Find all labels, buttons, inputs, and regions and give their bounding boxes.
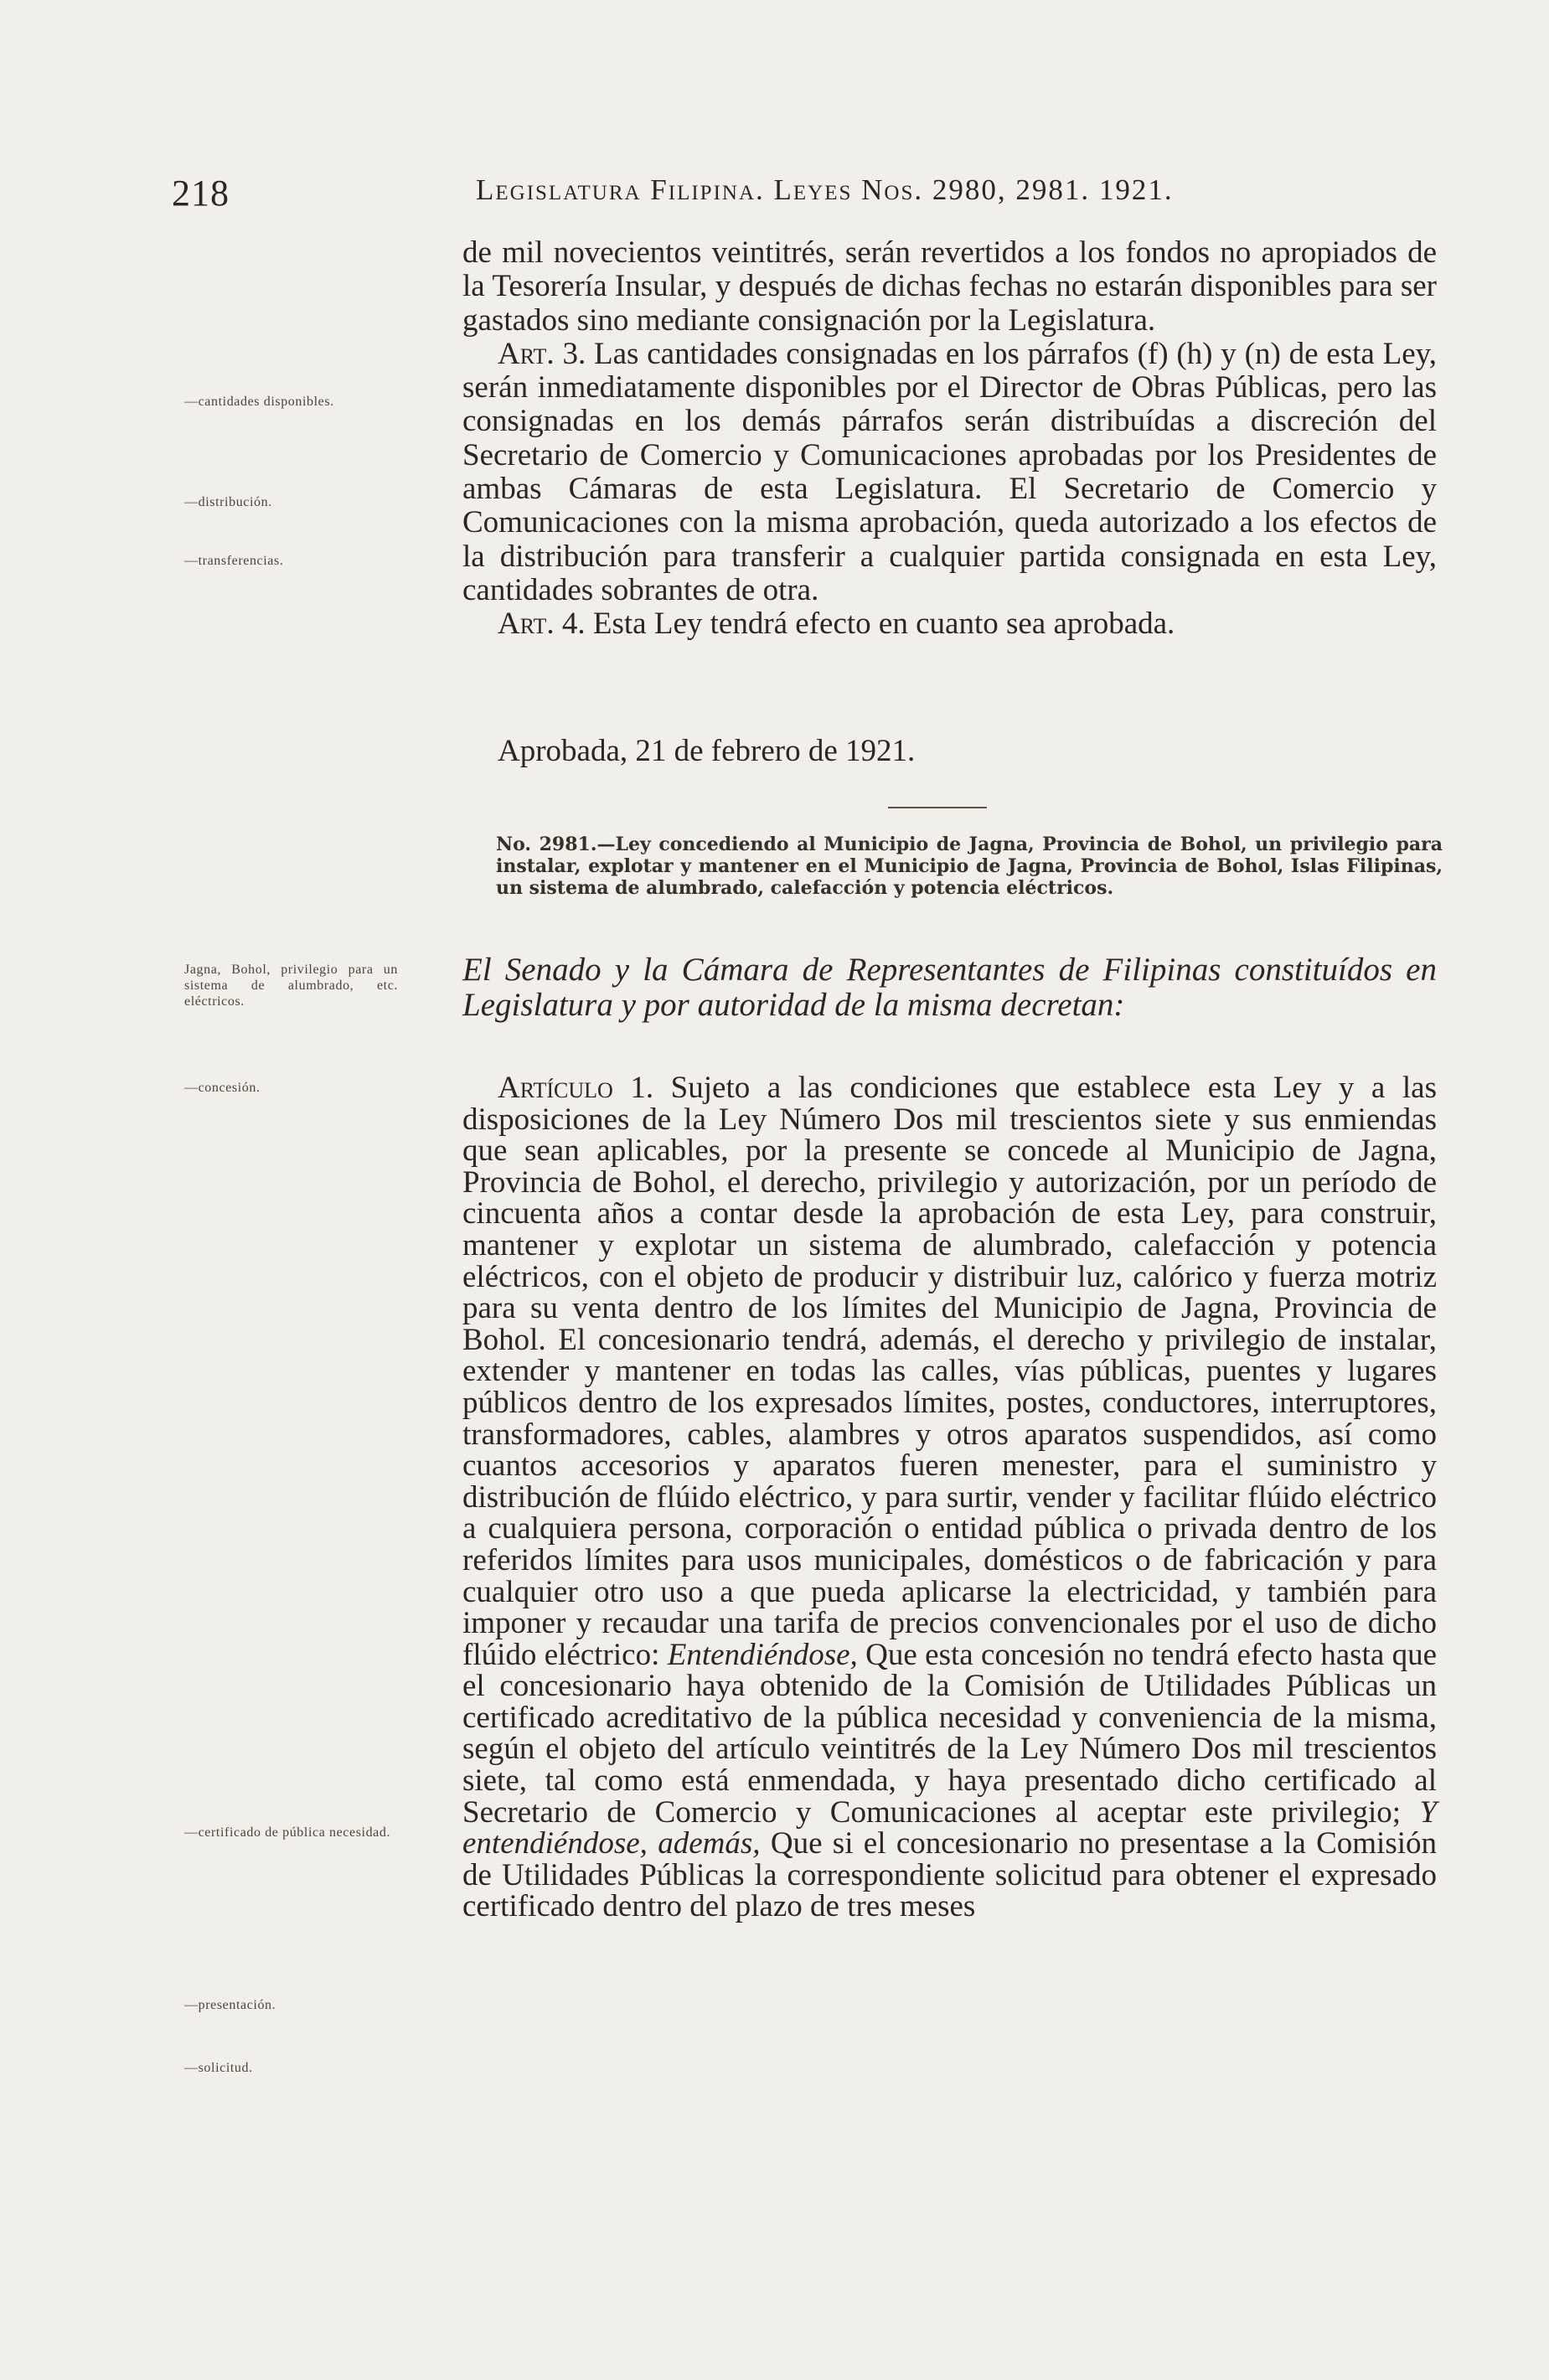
article-1-text-b: Que esta concesión no tendrá efecto hasta que el concesionario haya obtenido de la Comisión de Utilidades Públicas un certificado acreditativo de la pública necesidad y conveniencia de la misma, según el objeto del artículo veintitrés de la Ley Número Dos mil trescientos siete, tal como está enmendada, y haya presentado dicho certificado al Secretario de Comercio y Comunicaciones al aceptar este privilegio;: [462, 1637, 1438, 1830]
continuation-paragraph: de mil novecientos veintitrés, serán revertidos a los fondos no apropiados de la Tesorería Insular, y después de dichas fechas no estarán disponibles para ser gastados sino mediante consignación por la Legislatura.: [462, 235, 1437, 338]
margin-note: —cantidades disponibles.: [184, 395, 334, 409]
margin-note: —distribución.: [184, 495, 272, 509]
margin-note: —transferencias.: [184, 554, 284, 568]
article-1-text-a: Sujeto a las condiciones que establece esta Ley y a las disposiciones de la Ley Número Dos mil trescientos siete y sus enmiendas que sean aplicables, por la presente se concede al Municipio de Jagna, Provincia de Bohol, el derecho, privilegio y autorización, por un período de cincuenta años a contar desde la aprobación de esta Ley, para construir, mantener y explotar un sistema de alumbrado, calefacción y potencia eléctricos, con el objeto de producir y distribuir luz, calórico y fuerza motriz para su venta dentro de los límites del Municipio de Jagna, Provincia de Bohol. El concesionario tendrá, además, el derecho y privilegio de instalar, extender y mantener en todas las calles, vías públicas, puentes y lugares públicos dentro de los expresados límites, postes, conductores, interruptores, transformadores, cables, alambres y otros aparatos suspendidos, así como cuantos accesorios y aparatos fueren menester, para el suministro y distribución de flúido eléctrico, y para surtir, vender y facilitar flúido eléctrico a cualquiera persona, corporación o entidad pública o privada dentro de los referidos límites para usos municipales, domésticos o de fabricación y para cualquier otro uso a que pueda aplicarse la electricidad, y también para imponer y recaudar una tarifa de precios convencionales por el uso de dicho flúido eléctrico:: [462, 1071, 1437, 1672]
article-4-label: Art. 4.: [498, 607, 586, 642]
section-divider: [888, 807, 987, 808]
article-4-text: Esta Ley tendrá efecto en cuanto sea aprobada.: [592, 607, 1175, 642]
margin-note: —solicitud.: [184, 2061, 253, 2075]
article-1-text-c: Que si el concesionario no presentase a la Comisión de Utilidades Públicas la correspondiente solicitud para obtener el expresado certificado dentro del plazo de tres meses: [462, 1826, 1438, 1924]
article-4: [462, 607, 1437, 641]
margin-note: —presentación.: [184, 1998, 276, 2012]
law-2980-body: [462, 236, 1437, 642]
article-1: [462, 1072, 1437, 1923]
article-3-label: Art. 3.: [498, 336, 586, 371]
running-head: Legislatura Filipina. Leyes Nos. 2980, 2981. 1921.: [476, 173, 1174, 206]
margin-note: Jagna, Bohol, privilegio para un sistema de alumbrado, etc. eléctricos.: [184, 963, 398, 1009]
margin-note: —certificado de pública necesidad.: [184, 1825, 391, 1840]
law-2981-title: [496, 834, 1443, 899]
page-number: 218: [172, 173, 230, 214]
law-number: No. 2981.: [496, 834, 597, 855]
article-3: [462, 338, 1437, 607]
enacting-clause: El Senado y la Cámara de Representantes de Filipinas constituídos en Legislatura y por autoridad de la misma decretan:: [462, 952, 1437, 1023]
approval-date: Aprobada, 21 de febrero de 1921.: [498, 734, 916, 768]
proviso-2: Y entendiéndose, además,: [462, 1794, 1438, 1861]
article-3-text: Las cantidades consignadas en los párrafos (f) (h) y (n) de esta Ley, serán inmediatamente disponibles por el Director de Obras Públicas, pero las consignadas en los demás párrafos serán distribuídas a discreción del Secretario de Comercio y Comunicaciones aprobadas por los Presidentes de ambas Cámaras de esta Legislatura. El Secretario de Comercio y Comunicaciones con la misma aprobación, queda autorizado a los efectos de la distribución para transferir a cualquier partida consignada en esta Ley, cantidades sobrantes de otra.: [462, 336, 1438, 607]
article-1-label: Artículo 1.: [498, 1071, 654, 1105]
law-title-text: —Ley concediendo al Municipio de Jagna, Provincia de Bohol, un privilegio para instalar, explotar y mantener en el Municipio de Jagna, Provincia de Bohol, Islas Filipinas, un sistema de alumbrado, calefacción y potencia eléctricos.: [496, 834, 1443, 899]
margin-note: —concesión.: [184, 1081, 261, 1095]
proviso-1: Entendiéndose,: [667, 1637, 858, 1672]
law-2981-body: [462, 1072, 1437, 1923]
